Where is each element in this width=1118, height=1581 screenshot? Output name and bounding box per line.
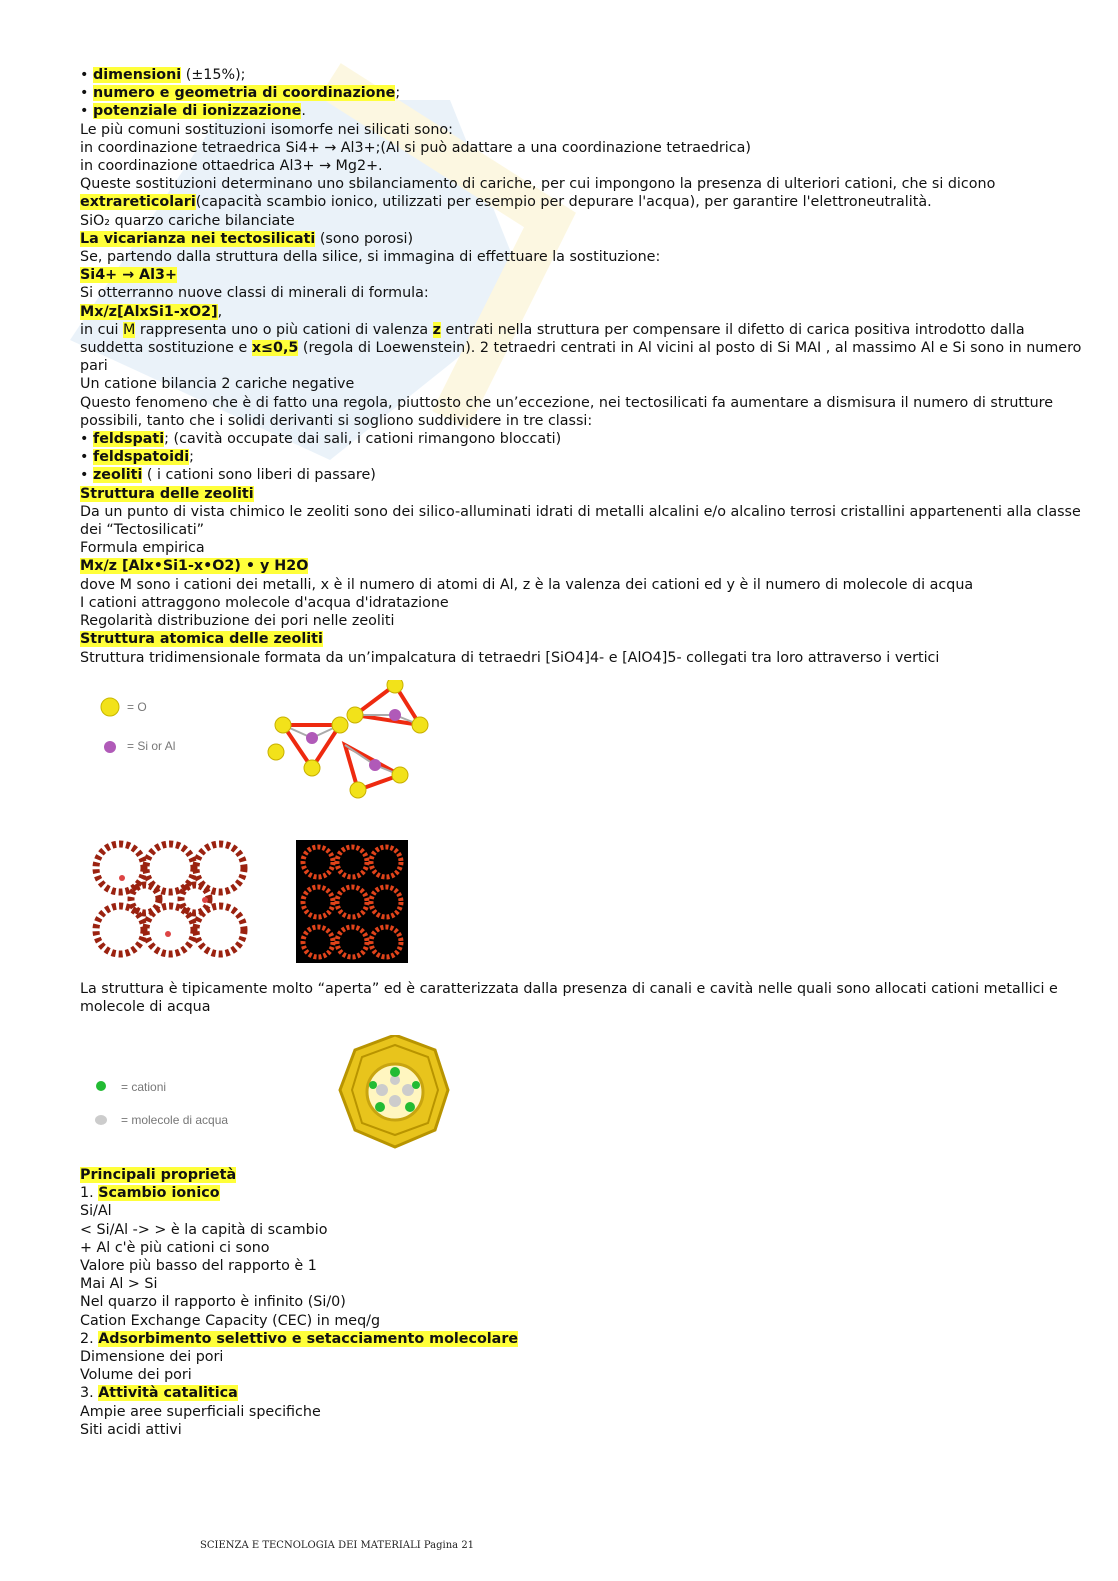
zeolite-channel-image xyxy=(296,840,408,963)
cavity-cage xyxy=(340,1035,448,1147)
cavity-figure xyxy=(90,1035,460,1155)
substitution-formula: Si4+ → Al3+ xyxy=(80,267,177,284)
text-line: + Al c'è più cationi ci sono xyxy=(80,1239,270,1256)
text-line: Nel quarzo il rapporto è infinito (Si/0) xyxy=(80,1294,346,1311)
zeolite-framework-image xyxy=(90,838,250,963)
text-line: Regolarità distribuzione dei pori nelle zeoliti xyxy=(80,613,395,630)
properties-section xyxy=(80,1166,1090,1439)
text-line: Un catione bilancia 2 cariche negative xyxy=(80,376,355,393)
text-line: SiO₂ quarzo cariche bilanciate xyxy=(80,212,295,229)
text-line: dove M sono i cationi dei metalli, x è il numero di atomi di Al, z è la valenza dei cationi ed y è il numero di molecole di acqua xyxy=(80,576,974,593)
text-line: Siti acidi attivi xyxy=(80,1421,182,1438)
heading-catalitica: 3. Attività catalitica xyxy=(80,1385,238,1402)
text-line: in coordinazione ottaedrica Al3+ → Mg2+. xyxy=(80,158,383,175)
silicon-legend-icon xyxy=(104,741,116,753)
silicon-legend-label: = Si or Al xyxy=(127,739,176,753)
text-line: Si otterranno nuove classi di minerali di formula: xyxy=(80,285,429,302)
text-line: Struttura tridimensionale formata da un’impalcatura di tetraedri [SiO4]4- e [AlO4]5- collegati tra loro attraverso i vertici xyxy=(80,649,940,666)
paragraph-struttura-aperta: La struttura è tipicamente molto “aperta” ed è caratterizzata dalla presenza di canali e cavità nelle quali sono allocati cationi metallici e molecole di acqua xyxy=(80,981,1058,1016)
cation-legend-label: = cationi xyxy=(121,1080,167,1094)
text-line: Se, partendo dalla struttura della silice, si immagina di effettuare la sostituzione: xyxy=(80,249,661,266)
text-line: Formula empirica xyxy=(80,540,205,557)
paragraph-chimico: Da un punto di vista chimico le zeoliti sono dei silico-alluminati idrati di metalli alcalini e/o alcalino terrosi cristallini appartenenti alla classe dei “Tectosilicati” xyxy=(80,503,1081,539)
heading-struttura-zeoliti: Struttura delle zeoliti xyxy=(80,485,254,502)
water-legend-label: = molecole di acqua xyxy=(121,1113,229,1127)
water-legend-icon xyxy=(95,1115,107,1125)
paragraph-fenomeno: Questo fenomeno che è di fatto una regola, piuttosto che un’eccezione, nei tectosilicati fa aumentare a dismisura il numero di strutture possibili, tanto che i solidi derivanti si sogliono suddividere in tre classi: xyxy=(80,394,1054,429)
cation-legend-icon xyxy=(96,1081,106,1091)
bullet-feldspati: • feldspati; (cavità occupate dai sali, i cationi rimangono bloccati) xyxy=(80,431,562,448)
footer-title: SCIENZA E TECNOLOGIA DEI MATERIALI xyxy=(200,1540,421,1551)
heading-proprieta: Principali proprietà xyxy=(80,1167,237,1183)
text-line: Cation Exchange Capacity (CEC) in meq/g xyxy=(80,1312,381,1329)
heading-struttura-atomica: Struttura atomica delle zeoliti xyxy=(80,631,323,648)
text-line: Mai Al > Si xyxy=(80,1276,158,1293)
bullet-potenziale: • potenziale di ionizzazione. xyxy=(80,103,306,120)
bullet-dimensioni: • dimensioni (±15%); xyxy=(80,67,246,83)
text-line: in coordinazione tetraedrica Si4+ → Al3+;(Al si può adattare a una coordinazione tetraedrica) xyxy=(80,139,751,156)
text-line: Queste sostituzioni determinano uno sbilanciamento di cariche, per cui impongono la presenza di ulteriori cationi, che si dicono xyxy=(80,176,996,193)
extrareticolari-line: extrareticolari(capacità scambio ionico, utilizzati per esempio per depurare l'acqua), per garantire l'elettroneutralità. xyxy=(80,194,932,211)
text-line: Valore più basso del rapporto è 1 xyxy=(80,1258,317,1275)
oxygen-legend-icon xyxy=(101,698,119,716)
main-text xyxy=(80,66,1090,667)
paragraph-m: in cui M rappresenta uno o più cationi di valenza z entrati nella struttura per compensare il difetto di carica positiva introdotto dalla suddetta sostituzione e x≤0,5 (regola di Loewenstein). 2 tetraedri centrati in Al vicini al posto di Si MAI , al massimo Al e Si sono in numero pari xyxy=(80,321,1082,375)
footer-page: Pagina 21 xyxy=(423,1540,475,1551)
text-line: I cationi attraggono molecole d'acqua d'idratazione xyxy=(80,594,449,611)
bullet-coordinazione: • numero e geometria di coordinazione; xyxy=(80,85,401,102)
text-line: Volume dei pori xyxy=(80,1367,192,1384)
page-footer xyxy=(200,1540,474,1551)
heading-scambio: 1. Scambio ionico xyxy=(80,1185,220,1202)
text-line: Le più comuni sostituzioni isomorfe nei silicati sono: xyxy=(80,121,453,138)
text-line: Dimensione dei pori xyxy=(80,1349,224,1366)
bullet-feldspatoidi: • feldspatoidi; xyxy=(80,449,194,466)
heading-vicarianza: La vicarianza nei tectosilicati (sono porosi) xyxy=(80,230,414,247)
bullet-zeoliti: • zeoliti ( i cationi sono liberi di passare) xyxy=(80,467,376,484)
oxygen-legend-label: = O xyxy=(127,700,147,714)
mineral-formula: Mx/z[AlxSi1-xO2], xyxy=(80,303,223,320)
text-line: < Si/Al -> > è la capità di scambio xyxy=(80,1221,328,1238)
text-line: Ampie aree superficiali specifiche xyxy=(80,1403,321,1420)
text-line: Si/Al xyxy=(80,1203,112,1220)
tetrahedra-figure xyxy=(90,680,460,810)
zeolite-formula: Mx/z [Alx•Si1-x•O2) • y H2O xyxy=(80,558,309,575)
heading-adsorbimento: 2. Adsorbimento selettivo e setacciamento molecolare xyxy=(80,1330,519,1347)
